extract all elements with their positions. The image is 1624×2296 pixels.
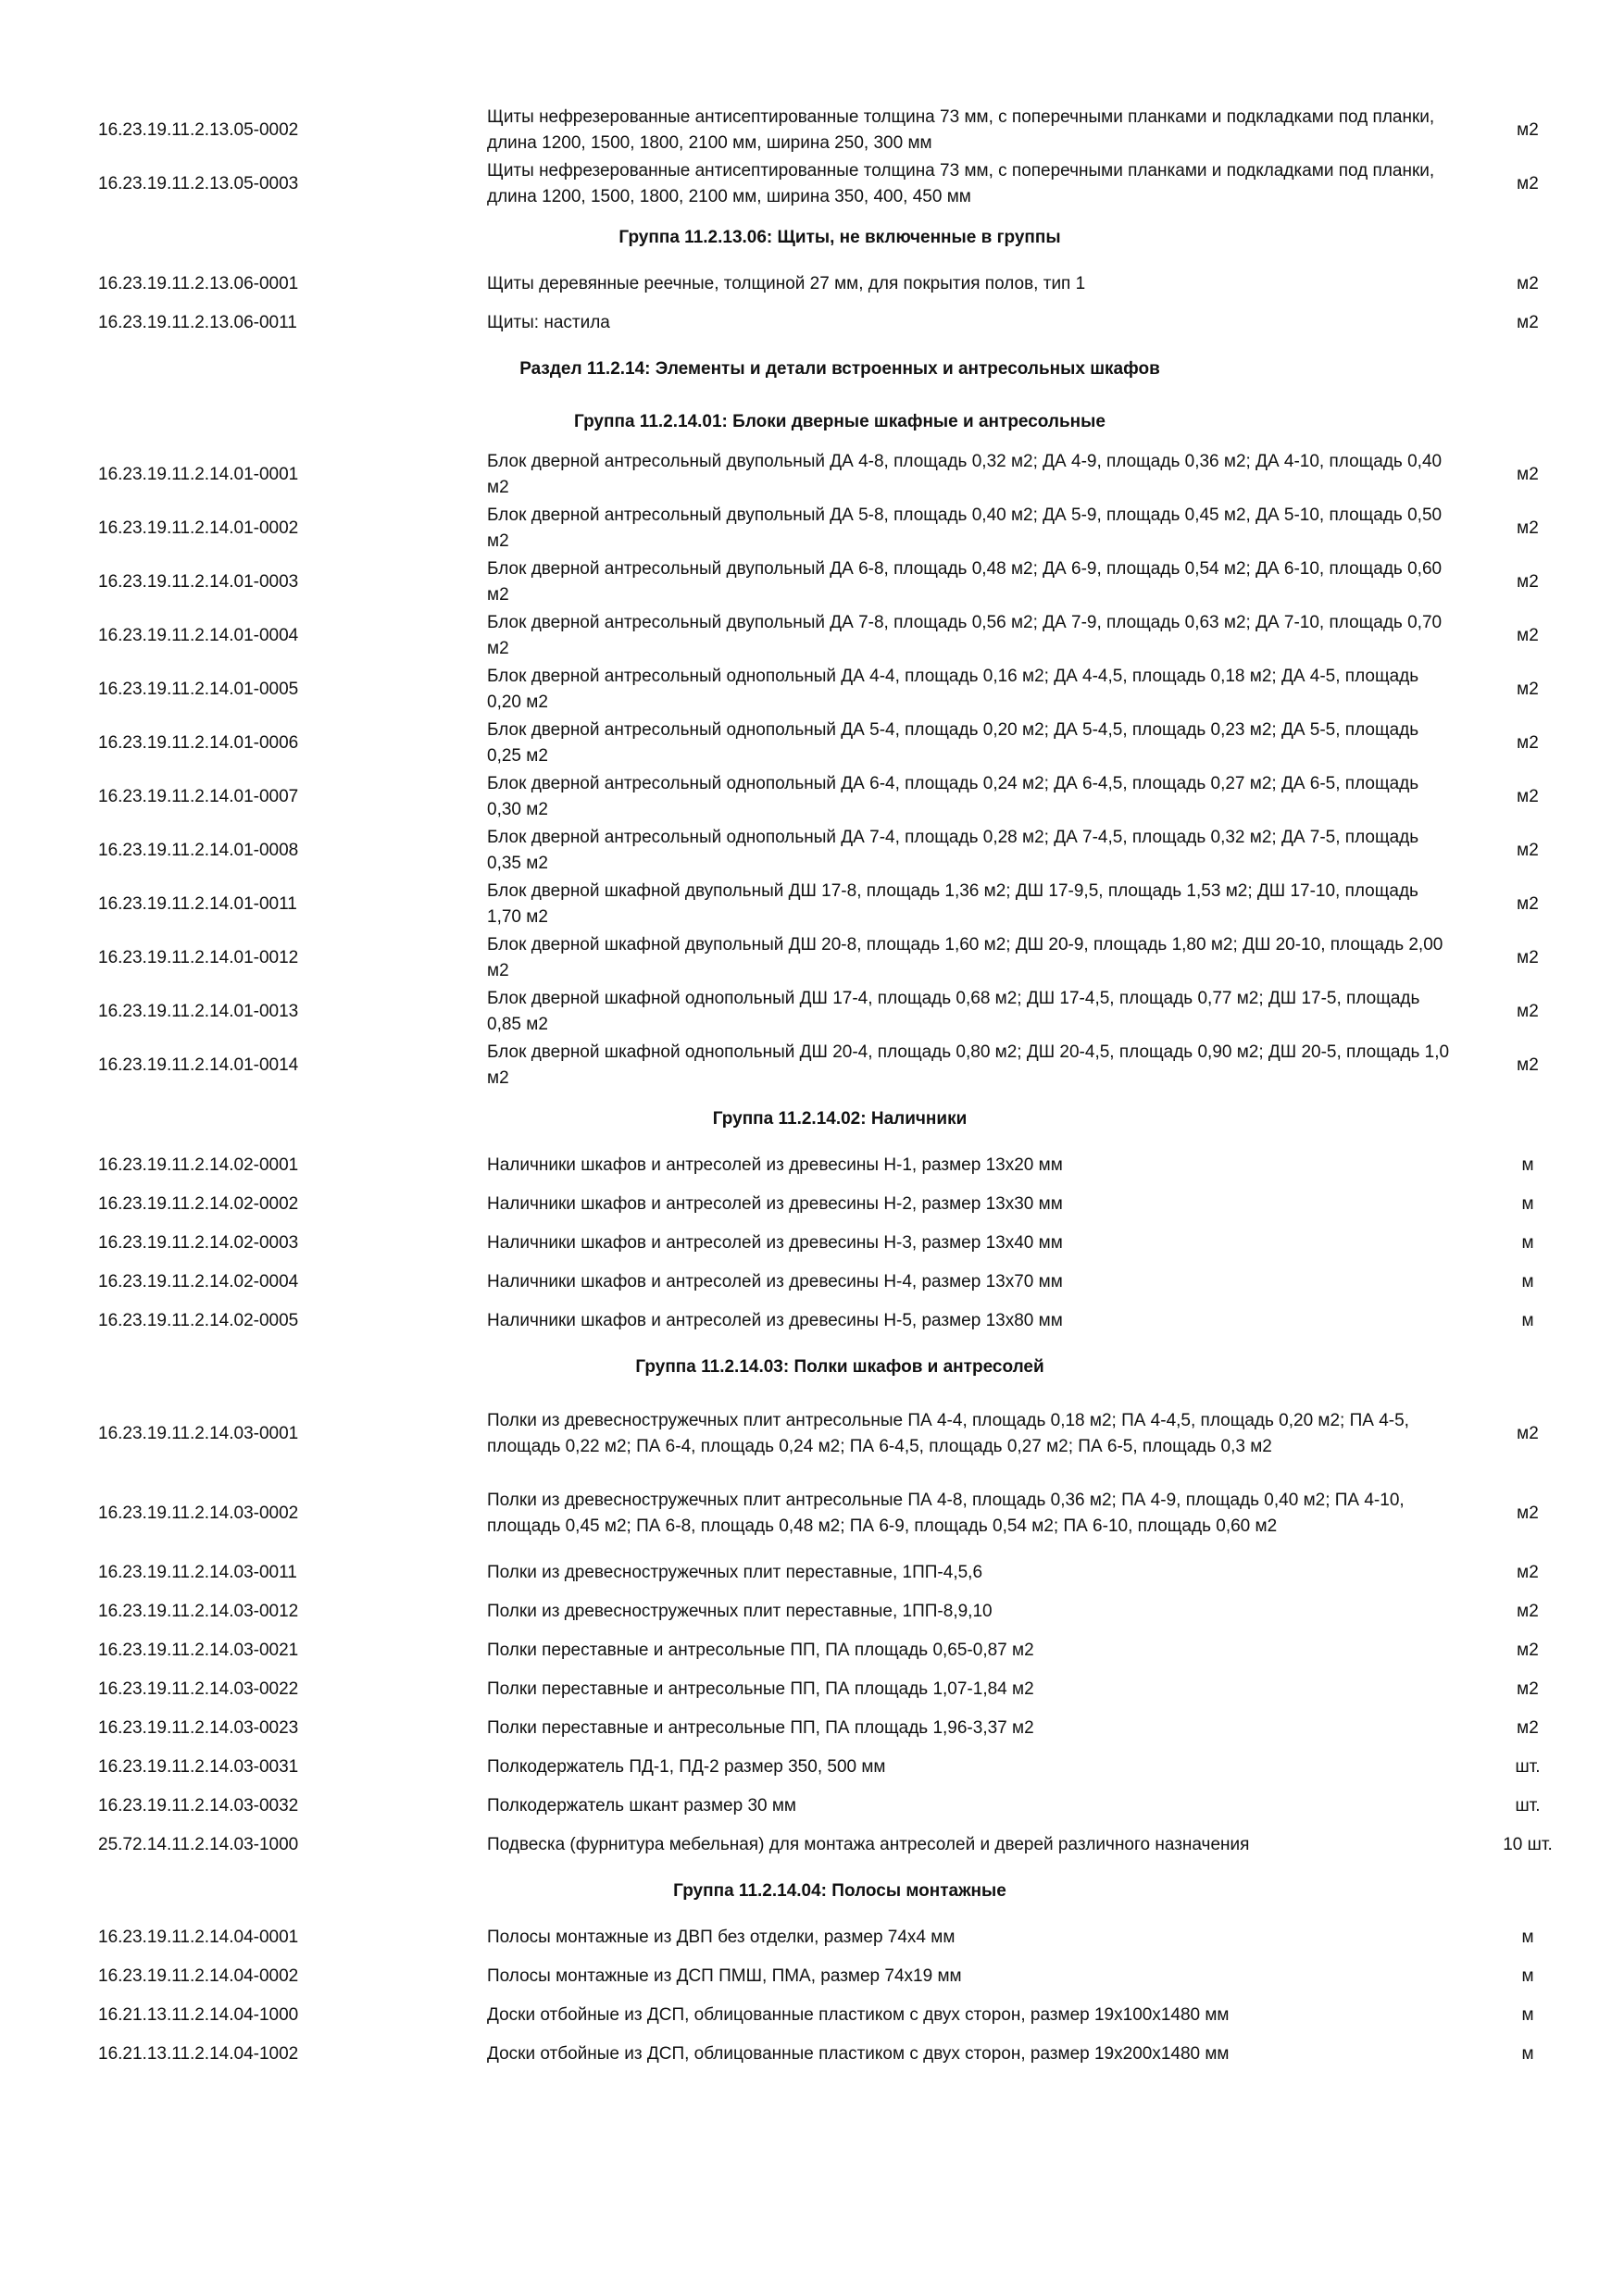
row-unit: м [1521,1194,1534,1214]
row-code: 16.23.19.11.2.14.03-0012 [98,1602,299,1621]
row-code: 16.23.19.11.2.13.05-0002 [98,120,299,140]
row-unit: м [1521,2005,1534,2025]
group-heading: Группа 11.2.14.03: Полки шкафов и антресолей [635,1357,1044,1377]
row-code: 16.23.19.11.2.14.01-0013 [98,1002,299,1021]
table-row [0,609,1624,663]
row-code: 16.23.19.11.2.14.04-0002 [98,1966,299,1986]
row-unit: м2 [1517,894,1539,914]
row-unit: м2 [1517,274,1539,293]
row-code: 16.23.19.11.2.13.06-0001 [98,274,299,293]
row-code: 16.23.19.11.2.14.04-0001 [98,1928,299,1947]
row-code: 16.21.13.11.2.14.04-1002 [98,2044,299,2064]
row-code: 16.23.19.11.2.14.01-0012 [98,948,299,967]
row-code: 16.23.19.11.2.14.01-0007 [98,787,299,806]
row-unit: м2 [1517,841,1539,860]
row-unit: м2 [1517,1055,1539,1075]
row-description: Полосы монтажные из ДВП без отделки, размер 74х4 мм [487,1928,956,1947]
table-row [0,1748,1624,1787]
table-row [0,1957,1624,1996]
row-code: 16.23.19.11.2.14.02-0003 [98,1233,299,1253]
table-row [0,1394,1624,1474]
row-unit: м2 [1517,626,1539,645]
table-row [0,502,1624,555]
row-description: Наличники шкафов и антресолей из древесины Н-2, размер 13х30 мм [487,1194,1063,1214]
row-unit: м2 [1517,948,1539,967]
table-row [0,717,1624,770]
row-code: 25.72.14.11.2.14.03-1000 [98,1835,299,1854]
row-code: 16.23.19.11.2.14.02-0005 [98,1311,299,1330]
row-code: 16.21.13.11.2.14.04-1000 [98,2005,299,2025]
table-row [0,931,1624,985]
row-description: Блок дверной антресольный однопольный ДА 6-4, площадь 0,24 м2; ДА 6-4,5, площадь 0,27 м2; ДА 6-5, площадь 0,30 м2 [487,774,1419,819]
row-description: Наличники шкафов и антресолей из древесины Н-5, размер 13х80 мм [487,1311,1063,1330]
row-description: Полки из древесностружечных плит антресольные ПА 4-4, площадь 0,18 м2; ПА 4-4,5, площадь 0,20 м2; ПА 4-5, площадь 0,22 м2; ПА 6-4, площадь 0,24 м2; ПА 6-4,5, площадь 0,27 м2; ПА 6-5, площадь 0,3 м2 [487,1411,1409,1456]
table-row [0,304,1624,343]
row-description: Полки из древесностружечных плит переставные, 1ПП-4,5,6 [487,1563,983,1582]
row-unit: м2 [1517,465,1539,484]
row-description: Полки из древесностружечных плит переставные, 1ПП-8,9,10 [487,1602,993,1621]
row-code: 16.23.19.11.2.14.02-0001 [98,1155,299,1175]
row-description: Блок дверной антресольный двупольный ДА 4-8, площадь 0,32 м2; ДА 4-9, площадь 0,36 м2; ДА 4-10, площадь 0,40 м2 [487,452,1443,497]
row-description: Доски отбойные из ДСП, облицованные пластиком с двух сторон, размер 19х100х1480 мм [487,2005,1230,2025]
row-description: Наличники шкафов и антресолей из древесины Н-1, размер 13х20 мм [487,1155,1063,1175]
table-row [0,1918,1624,1957]
table-row [0,1224,1624,1263]
table-row [0,2035,1624,2074]
table-row [0,1474,1624,1554]
row-unit: шт. [1515,1796,1541,1816]
row-description: Блок дверной шкафной однопольный ДШ 20-4, площадь 0,80 м2; ДШ 20-4,5, площадь 0,90 м2; ДШ 20-5, площадь 1,0 м2 [487,1042,1450,1088]
table-row [0,1631,1624,1670]
table-row [0,1263,1624,1302]
group-heading: Группа 11.2.13.06: Щиты, не включенные в группы [618,228,1061,247]
table-row [0,1996,1624,2035]
row-unit: м [1521,1233,1534,1253]
row-description: Доски отбойные из ДСП, облицованные пластиком с двух сторон, размер 19х200х1480 мм [487,2044,1230,2064]
row-unit: м2 [1517,1718,1539,1738]
row-unit: м [1521,1272,1534,1292]
table-row [0,1787,1624,1826]
row-code: 16.23.19.11.2.14.01-0014 [98,1055,299,1075]
table-row [0,104,1624,157]
table-row [0,1709,1624,1748]
table-row [0,1826,1624,1865]
row-description: Полки переставные и антресольные ПП, ПА площадь 0,65-0,87 м2 [487,1641,1034,1660]
table-row [0,663,1624,717]
row-description: Полкодержатель ПД-1, ПД-2 размер 350, 500 мм [487,1757,886,1777]
row-unit: 10 шт. [1503,1835,1553,1854]
table-row [0,265,1624,304]
row-unit: м2 [1517,1002,1539,1021]
row-description: Полкодержатель шкант размер 30 мм [487,1796,796,1816]
table-row [0,555,1624,609]
row-unit: м2 [1517,1424,1539,1443]
row-code: 16.23.19.11.2.14.02-0004 [98,1272,299,1292]
row-description: Блок дверной антресольный двупольный ДА 5-8, площадь 0,40 м2; ДА 5-9, площадь 0,45 м2, ДА 5-10, площадь 0,50 м2 [487,505,1443,551]
row-code: 16.23.19.11.2.14.03-0031 [98,1757,299,1777]
table-row [0,770,1624,824]
row-unit: м2 [1517,1563,1539,1582]
row-description: Подвеска (фурнитура мебельная) для монтажа антресолей и дверей различного назначения [487,1835,1250,1854]
row-description: Блок дверной шкафной двупольный ДШ 20-8, площадь 1,60 м2; ДШ 20-9, площадь 1,80 м2; ДШ 20-10, площадь 2,00 м2 [487,935,1443,980]
row-unit: м2 [1517,313,1539,332]
row-code: 16.23.19.11.2.14.03-0001 [98,1424,299,1443]
row-code: 16.23.19.11.2.13.05-0003 [98,174,299,193]
row-code: 16.23.19.11.2.14.01-0004 [98,626,299,645]
row-code: 16.23.19.11.2.14.03-0022 [98,1679,299,1699]
row-code: 16.23.19.11.2.14.01-0008 [98,841,299,860]
row-unit: м2 [1517,572,1539,592]
row-unit: м [1521,1966,1534,1986]
section-heading: Раздел 11.2.14: Элементы и детали встроенных и антресольных шкафов [519,359,1160,379]
row-unit: м [1521,1155,1534,1175]
row-unit: м [1521,2044,1534,2064]
price-list-page [0,104,1624,2074]
table-row [0,1670,1624,1709]
group-heading: Группа 11.2.14.04: Полосы монтажные [673,1881,1006,1901]
row-unit: м2 [1517,787,1539,806]
table-row [0,1185,1624,1224]
row-unit: м2 [1517,174,1539,193]
row-code: 16.23.19.11.2.14.03-0021 [98,1641,299,1660]
row-unit: м2 [1517,120,1539,140]
row-description: Щиты нефрезерованные антисептированные толщина 73 мм, с поперечными планками и подкладками под планки, длина 1200, 1500, 1800, 2100 мм, ширина 350, 400, 450 мм [487,161,1435,206]
row-unit: м2 [1517,1679,1539,1699]
row-unit: шт. [1515,1757,1541,1777]
row-description: Полосы монтажные из ДСП ПМШ, ПМА, размер 74х19 мм [487,1966,962,1986]
row-unit: м2 [1517,518,1539,538]
row-description: Щиты: настила [487,313,610,332]
row-code: 16.23.19.11.2.14.01-0002 [98,518,299,538]
row-description: Щиты деревянные реечные, толщиной 27 мм, для покрытия полов, тип 1 [487,274,1086,293]
row-code: 16.23.19.11.2.14.01-0006 [98,733,299,753]
row-unit: м2 [1517,1602,1539,1621]
row-description: Блок дверной антресольный двупольный ДА 6-8, площадь 0,48 м2; ДА 6-9, площадь 0,54 м2; ДА 6-10, площадь 0,60 м2 [487,559,1443,605]
table-row [0,985,1624,1039]
row-code: 16.23.19.11.2.14.02-0002 [98,1194,299,1214]
row-description: Блок дверной шкафной двупольный ДШ 17-8, площадь 1,36 м2; ДШ 17-9,5, площадь 1,53 м2; ДШ 17-10, площадь 1,70 м2 [487,881,1418,927]
row-description: Наличники шкафов и антресолей из древесины Н-3, размер 13х40 мм [487,1233,1063,1253]
row-code: 16.23.19.11.2.14.01-0003 [98,572,299,592]
group-heading: Группа 11.2.14.02: Наличники [712,1109,968,1129]
table-row [0,1039,1624,1092]
row-code: 16.23.19.11.2.14.01-0001 [98,465,299,484]
row-description: Блок дверной шкафной однопольный ДШ 17-4, площадь 0,68 м2; ДШ 17-4,5, площадь 0,77 м2; ДШ 17-5, площадь 0,85 м2 [487,989,1420,1034]
row-code: 16.23.19.11.2.13.06-0011 [98,313,297,332]
row-code: 16.23.19.11.2.14.01-0011 [98,894,297,914]
row-description: Блок дверной антресольный однопольный ДА 4-4, площадь 0,16 м2; ДА 4-4,5, площадь 0,18 м2; ДА 4-5, площадь 0,20 м2 [487,667,1419,712]
row-description: Щиты нефрезерованные антисептированные толщина 73 мм, с поперечными планками и подкладками под планки, длина 1200, 1500, 1800, 2100 мм, ширина 250, 300 мм [487,107,1435,153]
row-code: 16.23.19.11.2.14.03-0023 [98,1718,299,1738]
row-unit: м2 [1517,680,1539,699]
table-row [0,878,1624,931]
row-description: Блок дверной антресольный двупольный ДА 7-8, площадь 0,56 м2; ДА 7-9, площадь 0,63 м2; ДА 7-10, площадь 0,70 м2 [487,613,1443,658]
row-description: Полки из древесностружечных плит антресольные ПА 4-8, площадь 0,36 м2; ПА 4-9, площадь 0,40 м2; ПА 4-10, площадь 0,45 м2; ПА 6-8, площадь 0,48 м2; ПА 6-9, площадь 0,54 м2; ПА 6-10, площадь 0,60 м2 [487,1491,1405,1536]
row-code: 16.23.19.11.2.14.03-0011 [98,1563,297,1582]
row-description: Наличники шкафов и антресолей из древесины Н-4, размер 13х70 мм [487,1272,1063,1292]
row-unit: м2 [1517,1504,1539,1523]
group-heading: Группа 11.2.14.01: Блоки дверные шкафные и антресольные [574,412,1106,431]
row-description: Полки переставные и антресольные ПП, ПА площадь 1,07-1,84 м2 [487,1679,1034,1699]
table-row [0,1302,1624,1341]
row-unit: м2 [1517,733,1539,753]
table-row [0,1592,1624,1631]
row-code: 16.23.19.11.2.14.01-0005 [98,680,299,699]
row-description: Полки переставные и антресольные ПП, ПА площадь 1,96-3,37 м2 [487,1718,1034,1738]
table-row [0,157,1624,211]
row-code: 16.23.19.11.2.14.03-0032 [98,1796,299,1816]
row-description: Блок дверной антресольный однопольный ДА 7-4, площадь 0,28 м2; ДА 7-4,5, площадь 0,32 м2; ДА 7-5, площадь 0,35 м2 [487,828,1419,873]
row-unit: м [1521,1311,1534,1330]
row-unit: м2 [1517,1641,1539,1660]
table-row [0,1554,1624,1592]
row-unit: м [1521,1928,1534,1947]
table-row [0,448,1624,502]
table-row [0,824,1624,878]
row-description: Блок дверной антресольный однопольный ДА 5-4, площадь 0,20 м2; ДА 5-4,5, площадь 0,23 м2; ДА 5-5, площадь 0,25 м2 [487,720,1419,766]
row-code: 16.23.19.11.2.14.03-0002 [98,1504,299,1523]
table-row [0,1146,1624,1185]
